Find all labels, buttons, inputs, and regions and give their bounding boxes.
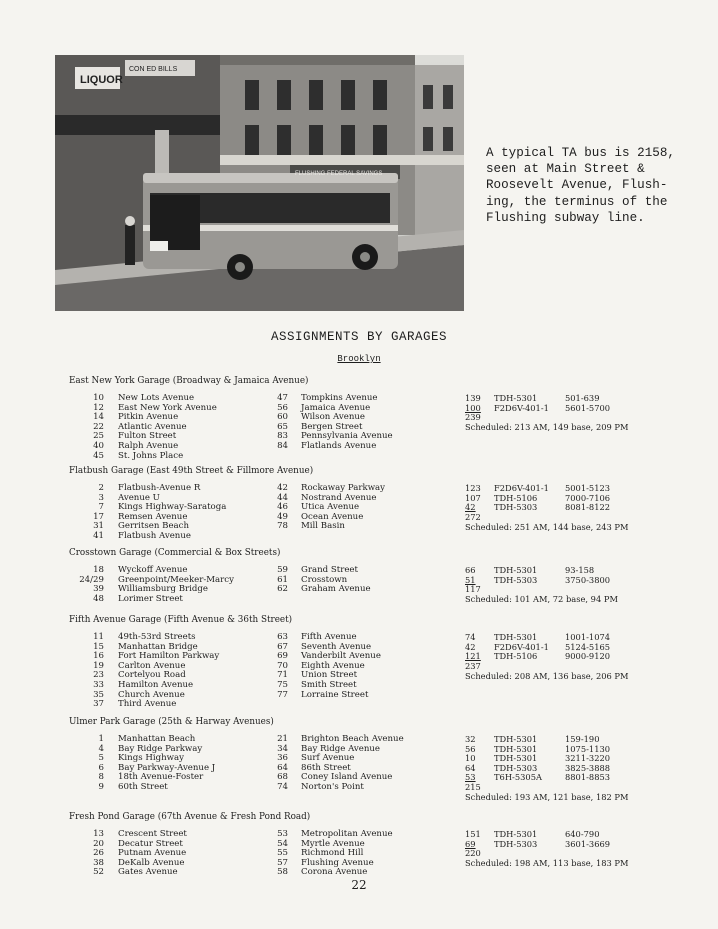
route-name: Pennsylvania Avenue bbox=[301, 431, 393, 442]
route-name: 49th-53rd Streets bbox=[118, 632, 196, 642]
route-number: 75 bbox=[277, 679, 288, 690]
fleet-row bbox=[0, 632, 718, 642]
fleet-total-row bbox=[0, 412, 718, 422]
route-number: 25 bbox=[93, 431, 104, 442]
bus-photo bbox=[55, 55, 464, 311]
route-number: 13 bbox=[93, 829, 104, 839]
fleet-model: TDH-5301 bbox=[494, 632, 538, 642]
fleet-model: TDH-5301 bbox=[494, 753, 538, 764]
route-number: 47 bbox=[277, 393, 288, 403]
page-heading: ASSIGNMENTS BY GARAGES bbox=[270, 330, 448, 344]
route-number: 42 bbox=[277, 483, 288, 493]
route-name: Fort Hamilton Parkway bbox=[118, 651, 220, 662]
route-number: 52 bbox=[93, 867, 104, 878]
fleet-count: 151 bbox=[465, 829, 481, 839]
route-number: 53 bbox=[277, 829, 288, 839]
scheduled-line: Scheduled: 198 AM, 113 base, 183 PM bbox=[465, 858, 629, 868]
route-name: Ocean Avenue bbox=[301, 511, 364, 522]
route-number: 3 bbox=[98, 492, 104, 503]
fleet-row bbox=[0, 829, 718, 839]
route-name: Flatbush Avenue bbox=[118, 530, 191, 541]
route-name: 18th Avenue-Foster bbox=[118, 772, 204, 783]
route-name: 86th Street bbox=[301, 762, 351, 773]
route-number: 41 bbox=[93, 530, 104, 541]
route-number: 16 bbox=[93, 651, 104, 662]
fleet-row bbox=[0, 763, 718, 773]
route-number: 46 bbox=[277, 502, 288, 513]
garage-title: Ulmer Park Garage (25th & Harway Avenues) bbox=[69, 717, 274, 727]
route-name: Decatur Street bbox=[118, 838, 183, 849]
route-row bbox=[0, 441, 718, 451]
route-name: Wilson Avenue bbox=[301, 412, 365, 423]
route-name: Lorimer Street bbox=[118, 593, 183, 604]
fleet-range: 5124-5165 bbox=[565, 641, 611, 652]
route-name: Cortelyou Road bbox=[118, 670, 186, 681]
route-name: New Lots Avenue bbox=[118, 393, 195, 403]
fleet-range: 8081-8122 bbox=[565, 502, 611, 513]
fleet-total: 117 bbox=[465, 584, 481, 595]
route-name: Seventh Avenue bbox=[301, 641, 372, 652]
route-name: Kings Highway bbox=[118, 753, 184, 764]
fleet-total-row bbox=[0, 512, 718, 522]
route-name: Flatbush-Avenue R bbox=[118, 483, 201, 493]
route-name: Jamaica Avenue bbox=[301, 402, 371, 413]
route-number: 2 bbox=[98, 483, 104, 493]
route-name: Fulton Street bbox=[118, 431, 177, 442]
fleet-range: 3750-3800 bbox=[565, 574, 611, 585]
route-name: Coney Island Avenue bbox=[301, 772, 393, 783]
route-name: Rockaway Parkway bbox=[301, 483, 386, 493]
route-name: East New York Avenue bbox=[118, 402, 217, 413]
fleet-row bbox=[0, 651, 718, 661]
route-number: 18 bbox=[93, 565, 104, 575]
route-name: Nostrand Avenue bbox=[301, 492, 377, 503]
route-name: Mill Basin bbox=[301, 521, 345, 532]
route-name: Flatlands Avenue bbox=[301, 440, 377, 451]
route-number: 83 bbox=[277, 431, 288, 442]
route-number: 5 bbox=[98, 753, 104, 764]
fleet-model: TDH-5301 bbox=[494, 734, 538, 744]
route-name: Lorraine Street bbox=[301, 689, 369, 700]
route-name: Brighton Beach Avenue bbox=[301, 734, 404, 744]
scheduled-line: Scheduled: 193 AM, 121 base, 182 PM bbox=[465, 792, 629, 802]
fleet-row bbox=[0, 393, 718, 403]
fleet-model: F2D6V-401-1 bbox=[494, 641, 549, 652]
fleet-model: T6H-5305A bbox=[494, 772, 542, 783]
fleet-model: TDH-5303 bbox=[494, 762, 538, 773]
route-number: 70 bbox=[277, 660, 288, 671]
route-number: 7 bbox=[98, 502, 104, 513]
route-number: 58 bbox=[277, 867, 288, 878]
fleet-total-row bbox=[0, 848, 718, 858]
route-number: 77 bbox=[277, 689, 288, 700]
scheduled-line: Scheduled: 208 AM, 136 base, 206 PM bbox=[465, 671, 629, 681]
fleet-total: 272 bbox=[465, 511, 481, 522]
fleet-model: TDH-5106 bbox=[494, 492, 538, 503]
fleet-total: 237 bbox=[465, 660, 481, 671]
route-row bbox=[0, 699, 718, 709]
fleet-model: TDH-5303 bbox=[494, 502, 538, 513]
fleet-count: 64 bbox=[465, 762, 476, 773]
bank-sign: FLUSHING FEDERAL SAVINGS bbox=[295, 171, 383, 177]
route-number: 1 bbox=[98, 734, 104, 744]
route-number: 9 bbox=[98, 781, 104, 792]
route-number: 62 bbox=[277, 584, 288, 595]
garage-title: Fresh Pond Garage (67th Avenue & Fresh Pond Road) bbox=[69, 812, 311, 822]
fleet-list bbox=[0, 483, 718, 521]
route-number: 15 bbox=[93, 641, 104, 652]
route-number: 35 bbox=[93, 689, 104, 700]
route-number: 61 bbox=[277, 574, 288, 585]
route-number: 63 bbox=[277, 632, 288, 642]
route-number: 22 bbox=[93, 421, 104, 432]
route-number: 34 bbox=[277, 743, 288, 754]
fleet-range: 3601-3669 bbox=[565, 838, 611, 849]
route-row bbox=[0, 531, 718, 541]
route-number: 48 bbox=[93, 593, 104, 604]
route-number: 64 bbox=[277, 762, 288, 773]
fleet-range: 640-790 bbox=[565, 829, 600, 839]
route-name: Fifth Avenue bbox=[301, 632, 357, 642]
route-number: 57 bbox=[277, 857, 288, 868]
route-number: 78 bbox=[277, 521, 288, 532]
fleet-count: 56 bbox=[465, 743, 476, 754]
route-number: 40 bbox=[93, 440, 104, 451]
fleet-count: 139 bbox=[465, 393, 481, 403]
route-name: Crosstown bbox=[301, 574, 348, 585]
route-name: Richmond Hill bbox=[301, 848, 364, 859]
fleet-model: F2D6V-401-1 bbox=[494, 402, 549, 413]
fleet-model: TDH-5301 bbox=[494, 565, 538, 575]
garage-title: East New York Garage (Broadway & Jamaica Avenue) bbox=[69, 376, 309, 386]
fleet-row bbox=[0, 753, 718, 763]
route-name: Surf Avenue bbox=[301, 753, 355, 764]
fleet-count: 100 bbox=[465, 402, 481, 413]
fleet-total-row bbox=[0, 584, 718, 594]
route-number: 54 bbox=[277, 838, 288, 849]
route-row bbox=[0, 867, 718, 877]
fleet-count: 121 bbox=[465, 651, 481, 662]
route-name: Pitkin Avenue bbox=[118, 412, 179, 423]
route-name: Greenpoint/Meeker-Marcy bbox=[118, 574, 234, 585]
scheduled-line: Scheduled: 101 AM, 72 base, 94 PM bbox=[465, 594, 618, 604]
fleet-count: 53 bbox=[465, 772, 476, 783]
route-number: 11 bbox=[93, 632, 104, 642]
route-number: 6 bbox=[98, 762, 104, 773]
garage-title: Flatbush Garage (East 49th Street & Fillmore Avenue) bbox=[69, 466, 314, 476]
route-name: Crescent Street bbox=[118, 829, 187, 839]
route-name: Union Street bbox=[301, 670, 358, 681]
route-name: Manhattan Bridge bbox=[118, 641, 198, 652]
route-name: 60th Street bbox=[118, 781, 168, 792]
route-name: Ralph Avenue bbox=[118, 440, 179, 451]
route-number: 36 bbox=[277, 753, 288, 764]
route-number: 14 bbox=[93, 412, 104, 423]
route-name: Flushing Avenue bbox=[301, 857, 374, 868]
route-number: 17 bbox=[93, 511, 104, 522]
route-number: 19 bbox=[93, 660, 104, 671]
route-name: Grand Street bbox=[301, 565, 358, 575]
route-number: 65 bbox=[277, 421, 288, 432]
fleet-range: 5001-5123 bbox=[565, 483, 611, 493]
fleet-model: TDH-5301 bbox=[494, 829, 538, 839]
garage-title: Crosstown Garage (Commercial & Box Streets) bbox=[69, 548, 281, 558]
route-name: St. Johns Place bbox=[118, 450, 184, 461]
fleet-range: 159-190 bbox=[565, 734, 600, 744]
route-name: Utica Avenue bbox=[301, 502, 360, 513]
route-name: Norton's Point bbox=[301, 781, 364, 792]
garage-title: Fifth Avenue Garage (Fifth Avenue & 36th Street) bbox=[69, 615, 293, 625]
route-name: Tompkins Avenue bbox=[301, 393, 378, 403]
route-number: 39 bbox=[93, 584, 104, 595]
route-number: 56 bbox=[277, 402, 288, 413]
route-name: Third Avenue bbox=[118, 699, 177, 710]
route-number: 33 bbox=[93, 679, 104, 690]
route-number: 60 bbox=[277, 412, 288, 423]
route-name: Remsen Avenue bbox=[118, 511, 188, 522]
fleet-total: 220 bbox=[465, 848, 481, 859]
route-number: 84 bbox=[277, 440, 288, 451]
route-name: DeKalb Avenue bbox=[118, 857, 185, 868]
route-number: 20 bbox=[93, 838, 104, 849]
bus-photo-illustration bbox=[55, 55, 464, 311]
con-ed-sign: CON ED BILLS bbox=[129, 66, 178, 73]
fleet-range: 5601-5700 bbox=[565, 402, 611, 413]
liquor-sign: LIQUOR bbox=[80, 74, 123, 86]
fleet-count: 32 bbox=[465, 734, 476, 744]
fleet-range: 1075-1130 bbox=[565, 743, 611, 754]
route-number: 12 bbox=[93, 402, 104, 413]
fleet-total-row bbox=[0, 661, 718, 671]
fleet-range: 7000-7106 bbox=[565, 492, 611, 503]
route-number: 10 bbox=[93, 393, 104, 403]
route-name: Manhattan Beach bbox=[118, 734, 196, 744]
photo-caption: A typical TA bus is 2158, seen at Main Street & Roosevelt Avenue, Flush- ing, the terminus of the Flushing subway line. bbox=[486, 146, 675, 225]
page-number: 22 bbox=[351, 878, 367, 892]
route-name: Vanderbilt Avenue bbox=[301, 651, 381, 662]
route-number: 59 bbox=[277, 565, 288, 575]
fleet-range: 3211-3220 bbox=[565, 753, 611, 764]
fleet-count: 42 bbox=[465, 502, 476, 513]
fleet-list bbox=[0, 632, 718, 670]
scheduled-line: Scheduled: 251 AM, 144 base, 243 PM bbox=[465, 522, 629, 532]
fleet-model: TDH-5301 bbox=[494, 393, 538, 403]
fleet-list bbox=[0, 734, 718, 792]
fleet-count: 123 bbox=[465, 483, 481, 493]
fleet-range: 501-639 bbox=[565, 393, 600, 403]
route-name: Wyckoff Avenue bbox=[118, 565, 188, 575]
fleet-row bbox=[0, 403, 718, 413]
fleet-row bbox=[0, 839, 718, 849]
fleet-model: TDH-5303 bbox=[494, 838, 538, 849]
route-name: Smith Street bbox=[301, 679, 357, 690]
route-number: 31 bbox=[93, 521, 104, 532]
route-number: 38 bbox=[93, 857, 104, 868]
fleet-total: 239 bbox=[465, 412, 481, 423]
route-number: 49 bbox=[277, 511, 288, 522]
fleet-total: 215 bbox=[465, 781, 481, 792]
fleet-range: 8801-8853 bbox=[565, 772, 611, 783]
borough-heading: Brooklyn bbox=[337, 354, 381, 364]
fleet-model: TDH-5303 bbox=[494, 574, 538, 585]
route-name: Williamsburg Bridge bbox=[118, 584, 208, 595]
fleet-range: 3825-3888 bbox=[565, 762, 611, 773]
route-name: Bay Parkway-Avenue J bbox=[118, 762, 216, 773]
route-name: Carlton Avenue bbox=[118, 660, 186, 671]
route-name: Hamilton Avenue bbox=[118, 679, 194, 690]
route-name: Gates Avenue bbox=[118, 867, 178, 878]
fleet-row bbox=[0, 493, 718, 503]
fleet-count: 51 bbox=[465, 574, 476, 585]
route-name: Myrtle Avenue bbox=[301, 838, 365, 849]
fleet-list bbox=[0, 829, 718, 858]
fleet-list bbox=[0, 565, 718, 594]
route-name: Putnam Avenue bbox=[118, 848, 187, 859]
fleet-total-row bbox=[0, 782, 718, 792]
fleet-range: 9000-9120 bbox=[565, 651, 611, 662]
route-name: Eighth Avenue bbox=[301, 660, 365, 671]
fleet-count: 69 bbox=[465, 838, 476, 849]
fleet-row bbox=[0, 502, 718, 512]
fleet-range: 1001-1074 bbox=[565, 632, 611, 642]
fleet-count: 66 bbox=[465, 565, 476, 575]
route-row bbox=[0, 690, 718, 700]
route-name: Corona Avenue bbox=[301, 867, 368, 878]
route-name: Atlantic Avenue bbox=[118, 421, 187, 432]
route-row bbox=[0, 431, 718, 441]
route-name: Gerritsen Beach bbox=[118, 521, 190, 532]
route-name: Church Avenue bbox=[118, 689, 185, 700]
fleet-model: TDH-5301 bbox=[494, 743, 538, 754]
route-number: 8 bbox=[98, 772, 104, 783]
fleet-count: 107 bbox=[465, 492, 481, 503]
fleet-range: 93-158 bbox=[565, 565, 595, 575]
route-name: Kings Highway-Saratoga bbox=[118, 502, 227, 513]
route-number: 74 bbox=[277, 781, 288, 792]
route-number: 26 bbox=[93, 848, 104, 859]
route-number: 4 bbox=[98, 743, 104, 754]
route-name: Bergen Street bbox=[301, 421, 363, 432]
route-number: 24/29 bbox=[79, 574, 104, 585]
route-name: Bay Ridge Avenue bbox=[301, 743, 381, 754]
route-number: 45 bbox=[93, 450, 104, 461]
route-number: 55 bbox=[277, 848, 288, 859]
route-number: 37 bbox=[93, 699, 104, 710]
fleet-row bbox=[0, 772, 718, 782]
route-number: 68 bbox=[277, 772, 288, 783]
fleet-row bbox=[0, 642, 718, 652]
fleet-count: 42 bbox=[465, 641, 476, 652]
fleet-row bbox=[0, 565, 718, 575]
route-name: Avenue U bbox=[118, 492, 160, 503]
fleet-count: 74 bbox=[465, 632, 476, 642]
route-row bbox=[0, 451, 718, 461]
route-row bbox=[0, 680, 718, 690]
route-number: 71 bbox=[277, 670, 288, 681]
scheduled-line: Scheduled: 213 AM, 149 base, 209 PM bbox=[465, 422, 629, 432]
route-number: 44 bbox=[277, 492, 288, 503]
route-number: 23 bbox=[93, 670, 104, 681]
route-number: 21 bbox=[277, 734, 288, 744]
route-name: Graham Avenue bbox=[301, 584, 371, 595]
route-number: 69 bbox=[277, 651, 288, 662]
fleet-row bbox=[0, 734, 718, 744]
fleet-model: F2D6V-401-1 bbox=[494, 483, 549, 493]
fleet-row bbox=[0, 575, 718, 585]
route-name: Metropolitan Avenue bbox=[301, 829, 393, 839]
fleet-count: 10 bbox=[465, 753, 476, 764]
route-number: 67 bbox=[277, 641, 288, 652]
fleet-row bbox=[0, 744, 718, 754]
fleet-row bbox=[0, 483, 718, 493]
fleet-list bbox=[0, 393, 718, 422]
route-name: Bay Ridge Parkway bbox=[118, 743, 203, 754]
fleet-model: TDH-5106 bbox=[494, 651, 538, 662]
